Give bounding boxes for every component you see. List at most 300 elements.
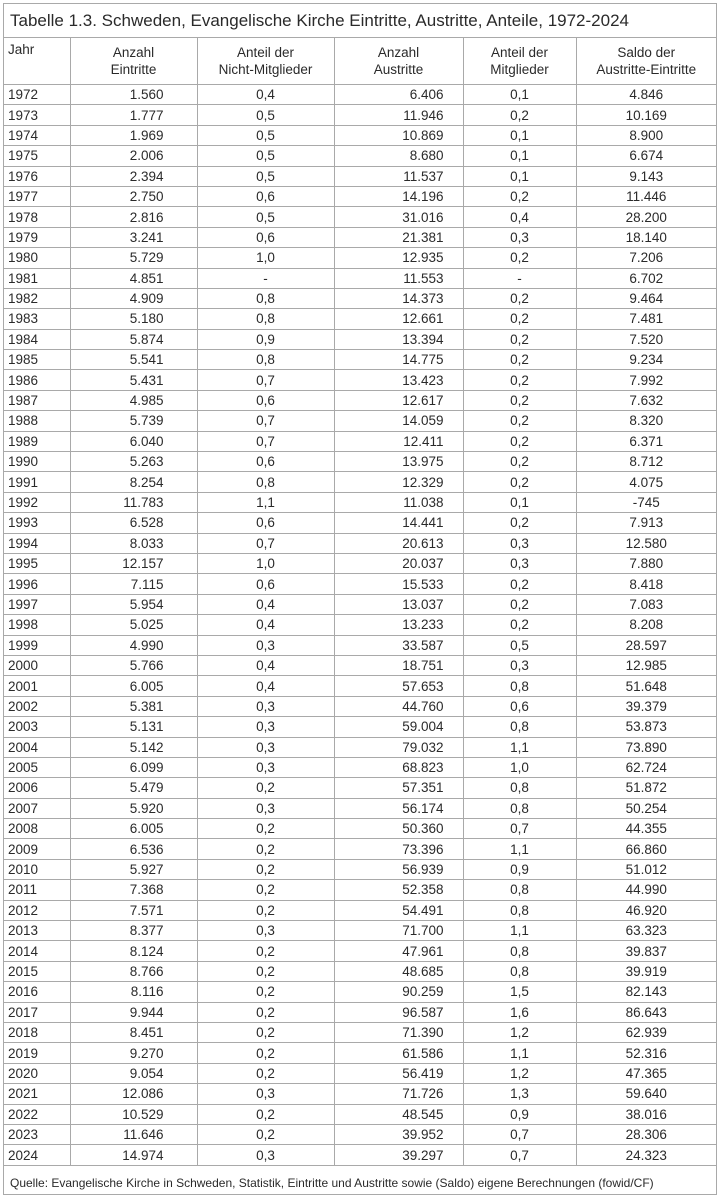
cell-jahr: 2002 bbox=[4, 696, 70, 716]
cell-eintritte: 9.054 bbox=[70, 1063, 197, 1083]
cell-eintritte: 5.920 bbox=[70, 798, 197, 818]
cell-austritte: 13.233 bbox=[334, 615, 463, 635]
cell-eintritte: 7.571 bbox=[70, 900, 197, 920]
cell-jahr: 1972 bbox=[4, 85, 70, 105]
table-row bbox=[4, 859, 716, 879]
cell-anteil-mitglieder: 0,1 bbox=[463, 85, 576, 105]
cell-jahr: 1977 bbox=[4, 186, 70, 206]
cell-anteil-nicht-mitglieder: 0,2 bbox=[197, 1104, 334, 1124]
cell-austritte: 73.396 bbox=[334, 839, 463, 859]
cell-saldo: 62.939 bbox=[576, 1022, 716, 1042]
table-row bbox=[4, 880, 716, 900]
cell-eintritte: 5.431 bbox=[70, 370, 197, 390]
cell-anteil-nicht-mitglieder: 0,3 bbox=[197, 921, 334, 941]
cell-saldo: 59.640 bbox=[576, 1084, 716, 1104]
cell-anteil-nicht-mitglieder: 0,2 bbox=[197, 778, 334, 798]
cell-anteil-nicht-mitglieder: 0,2 bbox=[197, 1063, 334, 1083]
cell-anteil-mitglieder: 0,2 bbox=[463, 248, 576, 268]
cell-anteil-mitglieder: 1,2 bbox=[463, 1022, 576, 1042]
cell-jahr: 2011 bbox=[4, 880, 70, 900]
cell-anteil-nicht-mitglieder: 0,4 bbox=[197, 615, 334, 635]
cell-anteil-mitglieder: 0,2 bbox=[463, 472, 576, 492]
cell-anteil-mitglieder: 0,7 bbox=[463, 1124, 576, 1144]
table-row bbox=[4, 207, 716, 227]
cell-eintritte: 5.739 bbox=[70, 411, 197, 431]
cell-austritte: 96.587 bbox=[334, 1002, 463, 1022]
cell-eintritte: 7.115 bbox=[70, 574, 197, 594]
cell-saldo: 51.648 bbox=[576, 676, 716, 696]
table-row bbox=[4, 166, 716, 186]
cell-saldo: 39.837 bbox=[576, 941, 716, 961]
cell-eintritte: 2.816 bbox=[70, 207, 197, 227]
cell-jahr: 1979 bbox=[4, 227, 70, 247]
cell-anteil-mitglieder: 0,2 bbox=[463, 350, 576, 370]
cell-anteil-nicht-mitglieder: 0,3 bbox=[197, 737, 334, 757]
cell-anteil-mitglieder: 0,2 bbox=[463, 594, 576, 614]
cell-austritte: 56.174 bbox=[334, 798, 463, 818]
cell-eintritte: 10.529 bbox=[70, 1104, 197, 1124]
cell-austritte: 39.952 bbox=[334, 1124, 463, 1144]
cell-saldo: 7.481 bbox=[576, 309, 716, 329]
table-row bbox=[4, 431, 716, 451]
cell-austritte: 15.533 bbox=[334, 574, 463, 594]
table-row bbox=[4, 696, 716, 716]
cell-anteil-mitglieder: 0,2 bbox=[463, 105, 576, 125]
cell-anteil-nicht-mitglieder: 0,3 bbox=[197, 635, 334, 655]
cell-anteil-mitglieder: 1,3 bbox=[463, 1084, 576, 1104]
cell-saldo: 9.464 bbox=[576, 288, 716, 308]
table-row bbox=[4, 105, 716, 125]
cell-anteil-nicht-mitglieder: 0,2 bbox=[197, 839, 334, 859]
cell-eintritte: 8.116 bbox=[70, 982, 197, 1002]
cell-austritte: 52.358 bbox=[334, 880, 463, 900]
cell-saldo: 12.985 bbox=[576, 655, 716, 675]
cell-saldo: 38.016 bbox=[576, 1104, 716, 1124]
cell-jahr: 2024 bbox=[4, 1145, 70, 1165]
cell-anteil-nicht-mitglieder: 0,2 bbox=[197, 982, 334, 1002]
cell-saldo: 8.712 bbox=[576, 452, 716, 472]
cell-anteil-mitglieder: 1,1 bbox=[463, 737, 576, 757]
cell-anteil-mitglieder: 0,8 bbox=[463, 880, 576, 900]
table-row bbox=[4, 309, 716, 329]
cell-austritte: 31.016 bbox=[334, 207, 463, 227]
cell-austritte: 13.423 bbox=[334, 370, 463, 390]
header-anteil-mitglieder: Anteil der Mitglieder bbox=[463, 38, 576, 85]
cell-saldo: 9.143 bbox=[576, 166, 716, 186]
cell-anteil-mitglieder: 0,2 bbox=[463, 452, 576, 472]
cell-austritte: 48.545 bbox=[334, 1104, 463, 1124]
cell-austritte: 13.037 bbox=[334, 594, 463, 614]
table-row bbox=[4, 1002, 716, 1022]
cell-eintritte: 8.033 bbox=[70, 533, 197, 553]
table-title: Tabelle 1.3. Schweden, Evangelische Kirche Eintritte, Austritte, Anteile, 1972-2024 bbox=[4, 4, 716, 38]
cell-austritte: 56.419 bbox=[334, 1063, 463, 1083]
cell-eintritte: 5.025 bbox=[70, 615, 197, 635]
cell-saldo: 7.206 bbox=[576, 248, 716, 268]
cell-jahr: 1984 bbox=[4, 329, 70, 349]
cell-anteil-nicht-mitglieder: 0,4 bbox=[197, 594, 334, 614]
cell-jahr: 2010 bbox=[4, 859, 70, 879]
cell-anteil-nicht-mitglieder: 0,2 bbox=[197, 880, 334, 900]
cell-anteil-mitglieder: 0,8 bbox=[463, 941, 576, 961]
cell-anteil-nicht-mitglieder: 0,6 bbox=[197, 574, 334, 594]
cell-eintritte: 5.766 bbox=[70, 655, 197, 675]
cell-saldo: -745 bbox=[576, 492, 716, 512]
cell-anteil-mitglieder: 0,3 bbox=[463, 227, 576, 247]
cell-anteil-nicht-mitglieder: 0,2 bbox=[197, 1022, 334, 1042]
cell-saldo: 12.580 bbox=[576, 533, 716, 553]
cell-anteil-mitglieder: 0,9 bbox=[463, 1104, 576, 1124]
cell-eintritte: 6.099 bbox=[70, 757, 197, 777]
cell-anteil-mitglieder: 0,8 bbox=[463, 900, 576, 920]
cell-saldo: 7.083 bbox=[576, 594, 716, 614]
cell-austritte: 57.351 bbox=[334, 778, 463, 798]
cell-anteil-nicht-mitglieder: 0,4 bbox=[197, 676, 334, 696]
cell-saldo: 7.632 bbox=[576, 390, 716, 410]
cell-eintritte: 4.990 bbox=[70, 635, 197, 655]
cell-eintritte: 8.766 bbox=[70, 961, 197, 981]
cell-austritte: 90.259 bbox=[334, 982, 463, 1002]
cell-jahr: 1981 bbox=[4, 268, 70, 288]
table-row bbox=[4, 900, 716, 920]
cell-saldo: 53.873 bbox=[576, 717, 716, 737]
cell-jahr: 1974 bbox=[4, 125, 70, 145]
cell-saldo: 6.702 bbox=[576, 268, 716, 288]
cell-austritte: 11.038 bbox=[334, 492, 463, 512]
cell-jahr: 1990 bbox=[4, 452, 70, 472]
cell-anteil-mitglieder: 0,8 bbox=[463, 717, 576, 737]
cell-jahr: 1992 bbox=[4, 492, 70, 512]
cell-eintritte: 3.241 bbox=[70, 227, 197, 247]
cell-saldo: 86.643 bbox=[576, 1002, 716, 1022]
cell-eintritte: 6.040 bbox=[70, 431, 197, 451]
cell-saldo: 6.674 bbox=[576, 146, 716, 166]
cell-jahr: 1994 bbox=[4, 533, 70, 553]
cell-jahr: 2013 bbox=[4, 921, 70, 941]
cell-saldo: 63.323 bbox=[576, 921, 716, 941]
cell-anteil-nicht-mitglieder: 0,6 bbox=[197, 390, 334, 410]
table-row bbox=[4, 452, 716, 472]
cell-austritte: 14.196 bbox=[334, 186, 463, 206]
table-row bbox=[4, 757, 716, 777]
cell-austritte: 20.037 bbox=[334, 553, 463, 573]
table-row bbox=[4, 819, 716, 839]
cell-jahr: 2009 bbox=[4, 839, 70, 859]
cell-anteil-nicht-mitglieder: 0,7 bbox=[197, 411, 334, 431]
cell-eintritte: 9.270 bbox=[70, 1043, 197, 1063]
cell-anteil-mitglieder: 0,7 bbox=[463, 1145, 576, 1165]
cell-anteil-mitglieder: 0,2 bbox=[463, 574, 576, 594]
cell-anteil-mitglieder: 0,7 bbox=[463, 819, 576, 839]
table-row bbox=[4, 941, 716, 961]
cell-saldo: 24.323 bbox=[576, 1145, 716, 1165]
header-anzahl-eintritte: Anzahl Eintritte bbox=[70, 38, 197, 85]
cell-anteil-nicht-mitglieder: - bbox=[197, 268, 334, 288]
data-table bbox=[4, 38, 716, 1166]
cell-anteil-mitglieder: 0,2 bbox=[463, 329, 576, 349]
cell-anteil-mitglieder: 1,2 bbox=[463, 1063, 576, 1083]
cell-jahr: 1976 bbox=[4, 166, 70, 186]
cell-anteil-mitglieder: 0,2 bbox=[463, 411, 576, 431]
cell-jahr: 2005 bbox=[4, 757, 70, 777]
table-body bbox=[4, 85, 716, 1166]
cell-jahr: 2006 bbox=[4, 778, 70, 798]
cell-anteil-nicht-mitglieder: 0,8 bbox=[197, 350, 334, 370]
cell-jahr: 1983 bbox=[4, 309, 70, 329]
cell-anteil-mitglieder: 0,5 bbox=[463, 635, 576, 655]
cell-jahr: 2021 bbox=[4, 1084, 70, 1104]
table-row bbox=[4, 839, 716, 859]
cell-saldo: 6.371 bbox=[576, 431, 716, 451]
cell-jahr: 1997 bbox=[4, 594, 70, 614]
cell-anteil-nicht-mitglieder: 0,3 bbox=[197, 1084, 334, 1104]
cell-austritte: 54.491 bbox=[334, 900, 463, 920]
cell-saldo: 8.900 bbox=[576, 125, 716, 145]
table-row bbox=[4, 778, 716, 798]
cell-saldo: 18.140 bbox=[576, 227, 716, 247]
cell-austritte: 14.441 bbox=[334, 513, 463, 533]
cell-eintritte: 5.180 bbox=[70, 309, 197, 329]
table-row bbox=[4, 1084, 716, 1104]
cell-saldo: 50.254 bbox=[576, 798, 716, 818]
cell-jahr: 1995 bbox=[4, 553, 70, 573]
cell-austritte: 14.059 bbox=[334, 411, 463, 431]
cell-austritte: 71.726 bbox=[334, 1084, 463, 1104]
cell-anteil-nicht-mitglieder: 0,3 bbox=[197, 1145, 334, 1165]
cell-saldo: 28.200 bbox=[576, 207, 716, 227]
cell-jahr: 1991 bbox=[4, 472, 70, 492]
cell-anteil-nicht-mitglieder: 0,5 bbox=[197, 166, 334, 186]
cell-eintritte: 5.263 bbox=[70, 452, 197, 472]
cell-anteil-mitglieder: 0,8 bbox=[463, 961, 576, 981]
header-saldo: Saldo der Austritte-Eintritte bbox=[576, 38, 716, 85]
cell-austritte: 57.653 bbox=[334, 676, 463, 696]
table-row bbox=[4, 615, 716, 635]
cell-anteil-mitglieder: 0,2 bbox=[463, 513, 576, 533]
cell-anteil-nicht-mitglieder: 0,6 bbox=[197, 227, 334, 247]
cell-saldo: 7.992 bbox=[576, 370, 716, 390]
cell-anteil-mitglieder: 1,1 bbox=[463, 839, 576, 859]
cell-austritte: 11.537 bbox=[334, 166, 463, 186]
cell-anteil-mitglieder: 0,6 bbox=[463, 696, 576, 716]
table-row bbox=[4, 248, 716, 268]
cell-austritte: 68.823 bbox=[334, 757, 463, 777]
cell-jahr: 2004 bbox=[4, 737, 70, 757]
cell-austritte: 18.751 bbox=[334, 655, 463, 675]
header-anzahl-austritte: Anzahl Austritte bbox=[334, 38, 463, 85]
cell-jahr: 1978 bbox=[4, 207, 70, 227]
table-row bbox=[4, 717, 716, 737]
cell-anteil-mitglieder: - bbox=[463, 268, 576, 288]
table-row bbox=[4, 1104, 716, 1124]
cell-jahr: 1993 bbox=[4, 513, 70, 533]
cell-anteil-mitglieder: 0,8 bbox=[463, 676, 576, 696]
cell-austritte: 12.329 bbox=[334, 472, 463, 492]
cell-anteil-mitglieder: 0,1 bbox=[463, 166, 576, 186]
table-row bbox=[4, 737, 716, 757]
cell-saldo: 9.234 bbox=[576, 350, 716, 370]
cell-saldo: 7.520 bbox=[576, 329, 716, 349]
cell-eintritte: 5.381 bbox=[70, 696, 197, 716]
table-row bbox=[4, 125, 716, 145]
cell-anteil-mitglieder: 0,2 bbox=[463, 309, 576, 329]
cell-anteil-nicht-mitglieder: 0,4 bbox=[197, 655, 334, 675]
cell-eintritte: 14.974 bbox=[70, 1145, 197, 1165]
cell-anteil-nicht-mitglieder: 0,5 bbox=[197, 125, 334, 145]
cell-austritte: 6.406 bbox=[334, 85, 463, 105]
cell-eintritte: 5.131 bbox=[70, 717, 197, 737]
cell-eintritte: 11.783 bbox=[70, 492, 197, 512]
cell-austritte: 12.617 bbox=[334, 390, 463, 410]
cell-eintritte: 8.451 bbox=[70, 1022, 197, 1042]
table-row bbox=[4, 268, 716, 288]
cell-jahr: 2012 bbox=[4, 900, 70, 920]
cell-eintritte: 2.006 bbox=[70, 146, 197, 166]
cell-austritte: 39.297 bbox=[334, 1145, 463, 1165]
cell-austritte: 59.004 bbox=[334, 717, 463, 737]
cell-eintritte: 8.124 bbox=[70, 941, 197, 961]
table-document bbox=[3, 3, 717, 1195]
cell-austritte: 79.032 bbox=[334, 737, 463, 757]
cell-anteil-nicht-mitglieder: 1,0 bbox=[197, 553, 334, 573]
table-row bbox=[4, 146, 716, 166]
cell-anteil-nicht-mitglieder: 0,3 bbox=[197, 798, 334, 818]
table-row bbox=[4, 472, 716, 492]
cell-eintritte: 4.985 bbox=[70, 390, 197, 410]
cell-anteil-nicht-mitglieder: 0,9 bbox=[197, 329, 334, 349]
cell-jahr: 2015 bbox=[4, 961, 70, 981]
cell-anteil-nicht-mitglieder: 0,5 bbox=[197, 207, 334, 227]
cell-anteil-nicht-mitglieder: 0,8 bbox=[197, 288, 334, 308]
cell-anteil-nicht-mitglieder: 0,2 bbox=[197, 941, 334, 961]
cell-saldo: 46.920 bbox=[576, 900, 716, 920]
cell-anteil-mitglieder: 0,3 bbox=[463, 533, 576, 553]
cell-saldo: 11.446 bbox=[576, 186, 716, 206]
table-row bbox=[4, 798, 716, 818]
table-row bbox=[4, 390, 716, 410]
source-note: Quelle: Evangelische Kirche in Schweden, Statistik, Eintritte und Austritte sowie (Saldo) eigene Berechnungen (fowid/CF) bbox=[10, 1175, 654, 1190]
table-row bbox=[4, 982, 716, 1002]
cell-eintritte: 1.969 bbox=[70, 125, 197, 145]
cell-eintritte: 6.005 bbox=[70, 676, 197, 696]
cell-anteil-nicht-mitglieder: 0,8 bbox=[197, 309, 334, 329]
cell-saldo: 44.355 bbox=[576, 819, 716, 839]
cell-jahr: 1986 bbox=[4, 370, 70, 390]
cell-austritte: 71.700 bbox=[334, 921, 463, 941]
cell-jahr: 2014 bbox=[4, 941, 70, 961]
table-row bbox=[4, 553, 716, 573]
table-row bbox=[4, 921, 716, 941]
cell-anteil-nicht-mitglieder: 0,6 bbox=[197, 186, 334, 206]
table-row bbox=[4, 186, 716, 206]
table-row bbox=[4, 227, 716, 247]
header-jahr: Jahr bbox=[4, 38, 70, 85]
cell-saldo: 7.880 bbox=[576, 553, 716, 573]
cell-jahr: 1980 bbox=[4, 248, 70, 268]
cell-anteil-mitglieder: 0,2 bbox=[463, 370, 576, 390]
cell-anteil-nicht-mitglieder: 0,2 bbox=[197, 859, 334, 879]
cell-anteil-nicht-mitglieder: 0,4 bbox=[197, 85, 334, 105]
cell-saldo: 82.143 bbox=[576, 982, 716, 1002]
cell-saldo: 62.724 bbox=[576, 757, 716, 777]
cell-anteil-mitglieder: 0,8 bbox=[463, 798, 576, 818]
cell-jahr: 2016 bbox=[4, 982, 70, 1002]
cell-eintritte: 5.142 bbox=[70, 737, 197, 757]
cell-eintritte: 7.368 bbox=[70, 880, 197, 900]
cell-eintritte: 5.541 bbox=[70, 350, 197, 370]
cell-jahr: 2003 bbox=[4, 717, 70, 737]
table-row bbox=[4, 492, 716, 512]
cell-anteil-mitglieder: 1,0 bbox=[463, 757, 576, 777]
cell-eintritte: 6.536 bbox=[70, 839, 197, 859]
cell-eintritte: 11.646 bbox=[70, 1124, 197, 1144]
cell-jahr: 1989 bbox=[4, 431, 70, 451]
cell-saldo: 39.379 bbox=[576, 696, 716, 716]
cell-jahr: 2000 bbox=[4, 655, 70, 675]
cell-jahr: 1996 bbox=[4, 574, 70, 594]
cell-saldo: 73.890 bbox=[576, 737, 716, 757]
cell-eintritte: 5.954 bbox=[70, 594, 197, 614]
cell-saldo: 28.597 bbox=[576, 635, 716, 655]
cell-austritte: 12.661 bbox=[334, 309, 463, 329]
table-row bbox=[4, 574, 716, 594]
cell-anteil-nicht-mitglieder: 1,1 bbox=[197, 492, 334, 512]
cell-eintritte: 6.528 bbox=[70, 513, 197, 533]
cell-anteil-nicht-mitglieder: 0,6 bbox=[197, 513, 334, 533]
cell-eintritte: 5.729 bbox=[70, 248, 197, 268]
cell-eintritte: 2.750 bbox=[70, 186, 197, 206]
cell-anteil-nicht-mitglieder: 0,2 bbox=[197, 961, 334, 981]
cell-austritte: 47.961 bbox=[334, 941, 463, 961]
cell-jahr: 2020 bbox=[4, 1063, 70, 1083]
cell-saldo: 52.316 bbox=[576, 1043, 716, 1063]
cell-austritte: 20.613 bbox=[334, 533, 463, 553]
cell-eintritte: 2.394 bbox=[70, 166, 197, 186]
table-row bbox=[4, 288, 716, 308]
cell-austritte: 12.411 bbox=[334, 431, 463, 451]
cell-anteil-nicht-mitglieder: 0,6 bbox=[197, 452, 334, 472]
table-row bbox=[4, 635, 716, 655]
table-row bbox=[4, 533, 716, 553]
table-row bbox=[4, 1043, 716, 1063]
cell-eintritte: 5.479 bbox=[70, 778, 197, 798]
cell-austritte: 14.775 bbox=[334, 350, 463, 370]
cell-anteil-nicht-mitglieder: 0,7 bbox=[197, 533, 334, 553]
cell-anteil-mitglieder: 0,1 bbox=[463, 125, 576, 145]
cell-saldo: 10.169 bbox=[576, 105, 716, 125]
cell-anteil-nicht-mitglieder: 0,3 bbox=[197, 717, 334, 737]
cell-saldo: 47.365 bbox=[576, 1063, 716, 1083]
cell-eintritte: 4.851 bbox=[70, 268, 197, 288]
cell-saldo: 7.913 bbox=[576, 513, 716, 533]
cell-anteil-mitglieder: 0,2 bbox=[463, 615, 576, 635]
cell-jahr: 2007 bbox=[4, 798, 70, 818]
cell-saldo: 51.872 bbox=[576, 778, 716, 798]
cell-eintritte: 12.086 bbox=[70, 1084, 197, 1104]
cell-saldo: 44.990 bbox=[576, 880, 716, 900]
table-row bbox=[4, 961, 716, 981]
cell-anteil-mitglieder: 1,6 bbox=[463, 1002, 576, 1022]
cell-anteil-nicht-mitglieder: 1,0 bbox=[197, 248, 334, 268]
cell-anteil-nicht-mitglieder: 0,2 bbox=[197, 819, 334, 839]
table-row bbox=[4, 370, 716, 390]
cell-eintritte: 8.254 bbox=[70, 472, 197, 492]
cell-anteil-mitglieder: 0,4 bbox=[463, 207, 576, 227]
cell-eintritte: 1.560 bbox=[70, 85, 197, 105]
cell-anteil-mitglieder: 0,2 bbox=[463, 288, 576, 308]
cell-eintritte: 8.377 bbox=[70, 921, 197, 941]
cell-jahr: 2017 bbox=[4, 1002, 70, 1022]
